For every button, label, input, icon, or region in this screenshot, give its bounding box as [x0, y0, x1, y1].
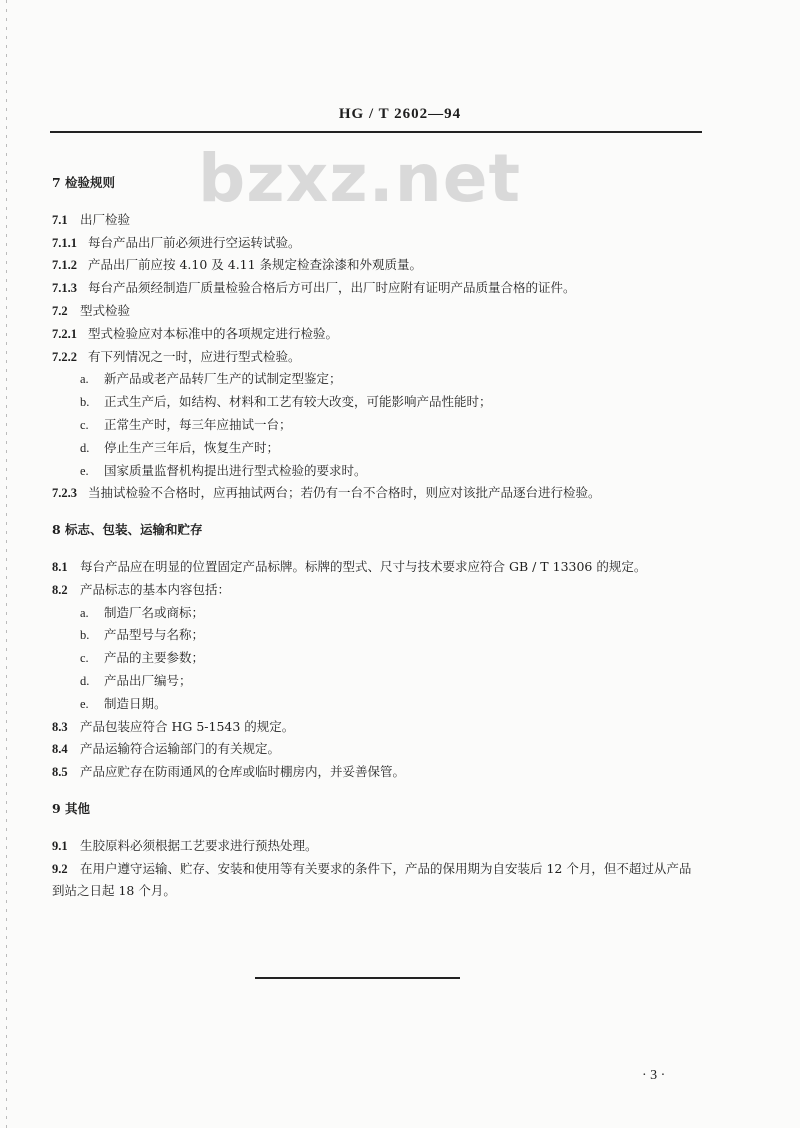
header-rule — [50, 131, 702, 133]
watermark: bzxz.net — [198, 140, 522, 217]
clause-8-3: 8.3 产品包装应符合 HG 5-1543 的规定。 — [52, 718, 295, 734]
list-item: d. 产品出厂编号； — [80, 672, 192, 688]
list-item: c. 产品的主要参数； — [80, 650, 205, 666]
section-9-heading: 9 其他 — [52, 800, 91, 816]
section-8-heading: 8 标志、包装、运输和贮存 — [52, 522, 203, 538]
page-number: · 3 · — [642, 1068, 666, 1083]
list-item: a. 制造厂名或商标； — [80, 604, 205, 620]
clause-9-2: 9.2 在用户遵守运输、贮存、安装和使用等有关要求的条件下，产品的保用期为自安装后 12 个月，但不超过从产品到站之日起 18 个月。 — [52, 860, 692, 899]
clause-8-1: 8.1 每台产品应在明显的位置固定产品标牌。标牌的型式、尺寸与技术要求应符合 GB / T 13306 的规定。 — [52, 558, 647, 574]
list-item: c. 正常生产时，每三年应抽试一台； — [80, 416, 292, 432]
clause-8-2: 8.2 产品标志的基本内容包括： — [52, 581, 231, 597]
clause-7-2: 7.2 型式检验 — [52, 302, 131, 318]
clause-7-1-1: 7.1.1 每台产品出厂前必须进行空运转试验。 — [52, 234, 301, 250]
clause-8-4: 8.4 产品运输符合运输部门的有关规定。 — [52, 741, 281, 757]
clause-7-1-3: 7.1.3 每台产品须经制造厂质量检验合格后方可出厂，出厂时应附有证明产品质量合格的证件。 — [52, 280, 576, 296]
clause-8-5: 8.5 产品应贮存在防雨通风的仓库或临时棚房内，并妥善保管。 — [52, 764, 406, 780]
clause-7-1: 7.1 出厂检验 — [52, 211, 131, 227]
list-item: e. 国家质量监督机构提出进行型式检验的要求时。 — [80, 462, 367, 478]
list-item: a. 新产品或老产品转厂生产的试制定型鉴定； — [80, 371, 342, 387]
end-rule — [255, 977, 460, 979]
list-item: b. 产品型号与名称； — [80, 627, 205, 643]
clause-7-2-3: 7.2.3 当抽试检验不合格时，应再抽试两台；若仍有一台不合格时，则应对该批产品逐台进行检验。 — [52, 485, 601, 501]
clause-7-1-2: 7.1.2 产品出厂前应按 4.10 及 4.11 条规定检查涂漆和外观质量。 — [52, 257, 423, 273]
standard-code-header: HG / T 2602—94 — [338, 106, 462, 122]
section-7-heading: 7 检验规则 — [52, 175, 116, 190]
clause-7-2-1: 7.2.1 型式检验应对本标准中的各项规定进行检验。 — [52, 325, 339, 341]
clause-9-1: 9.1 生胶原料必须根据工艺要求进行预热处理。 — [52, 837, 318, 853]
document-body — [52, 172, 700, 903]
list-item: e. 制造日期。 — [80, 695, 167, 711]
list-item: b. 正式生产后，如结构、材料和工艺有较大改变，可能影响产品性能时； — [80, 394, 492, 410]
scan-edge — [6, 0, 7, 1128]
clause-7-2-2: 7.2.2 有下列情况之一时，应进行型式检验。 — [52, 348, 301, 364]
list-item: d. 停止生产三年后，恢复生产时； — [80, 439, 280, 455]
